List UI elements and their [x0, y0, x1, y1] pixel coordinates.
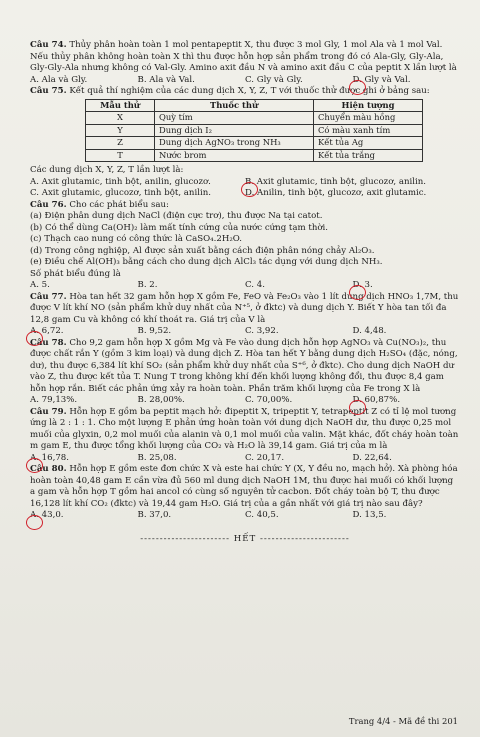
table-cell: Dung dịch AgNO₃ trong NH₃: [155, 137, 314, 150]
question-number: Câu 78.: [30, 337, 67, 348]
question-text: Câu 75. Kết quả thí nghiệm của các dung dịch X, Y, Z, T với thuốc thử được ghi ở bảng sau:: [30, 86, 430, 96]
question-80: [30, 464, 460, 522]
table-cell: Kết tủa Ag: [314, 137, 423, 150]
table-cell: Z: [86, 137, 155, 150]
results-table: [85, 99, 423, 163]
table-row: [86, 149, 423, 162]
option-c[interactable]: C. 20,17.: [245, 452, 285, 463]
table-row: [86, 137, 423, 150]
table-cell: Quỳ tím: [155, 112, 314, 125]
option-c[interactable]: C. 3,92.: [245, 326, 279, 336]
option-c[interactable]: C. 70,00%.: [245, 395, 293, 405]
answer-options: [30, 188, 460, 200]
option-d[interactable]: D. 22,64.: [352, 452, 392, 463]
table-header: Mẫu thử: [86, 99, 155, 112]
question-text: Câu 80. Hỗn hợp E gồm este đơn chức X và este hai chức Y (X, Y đều no, mạch hở). Xà phòng hóa hoàn toàn 40,48 gam E cần vừa đủ 560 ml dung dịch NaOH 1M, thu được hai muối có khối lượng a gam và hỗn hợp T gồm hai ancol có cùng số nguyên tử cacbon. Đốt cháy toàn bộ T, thu được 16,128 lít khí CO₂ (đktc) và 19,44 gam H₂O. Giá trị của a gần nhất với giá trị nào sau đây?: [30, 464, 458, 509]
option-b[interactable]: B. 2.: [137, 280, 158, 290]
table-cell: T: [86, 149, 155, 162]
table-row: [86, 112, 423, 125]
question-number: Câu 74.: [30, 40, 67, 50]
option-d-circled[interactable]: D. 3.: [352, 280, 373, 290]
option-a[interactable]: A. Axit glutamic, tinh bột, anilin, glucozơ.: [30, 176, 211, 187]
table-cell: Nước brom: [155, 149, 314, 162]
table-header-row: [86, 99, 423, 112]
answer-options: [30, 177, 460, 189]
option-b[interactable]: B. 25,08.: [137, 452, 177, 463]
option-c[interactable]: C. 40,5.: [245, 510, 279, 520]
statement-item: (c) Thạch cao nung có công thức là CaSO₄.2H₂O.: [30, 234, 243, 244]
option-d[interactable]: D. Anilin, tinh bột, glucozơ, axit glutamic.: [245, 188, 427, 198]
option-b[interactable]: B. 9,52.: [137, 326, 172, 336]
option-b-circled[interactable]: B. Axit glutamic, tinh bột, glucozơ, anilin.: [245, 176, 427, 187]
question-text: Câu 74. Thủy phân hoàn toàn 1 mol pentapeptit X, thu được 3 mol Gly, 1 mol Ala và 1 mol Val. Nếu thủy phân không hoàn toàn X thì thu được hỗn hợp sản phẩm trong đó có Ala-Gly, Gly-Ala, Gly-Gly-Ala nhưng không có Val-Gly. Amino axit đầu N và amino axit đầu C của peptit X lần lượt là: [30, 40, 457, 73]
option-c[interactable]: C. Axit glutamic, glucozơ, tinh bột, anilin.: [30, 188, 211, 198]
question-text: Câu 76. Cho các phát biểu sau:: [30, 199, 169, 210]
answer-options: [30, 326, 460, 338]
end-marker: ----------------------- HẾT -----------------------: [140, 533, 350, 544]
option-b[interactable]: B. 28,00%.: [137, 395, 185, 405]
option-a-circled[interactable]: A. 6,72.: [30, 326, 64, 336]
table-cell: Y: [86, 124, 155, 137]
question-74: [30, 40, 460, 86]
statement-item: (a) Điện phân dung dịch NaCl (điện cực trơ), thu được Na tại catot.: [30, 211, 323, 221]
question-number: Câu 80.: [30, 464, 67, 474]
table-cell: Chuyển màu hồng: [314, 112, 423, 125]
page-footer: Trang 4/4 - Mã đề thi 201: [348, 716, 458, 726]
option-b[interactable]: B. Ala và Val.: [137, 74, 195, 85]
table-header: Thuốc thử: [155, 99, 314, 112]
answer-options: [30, 395, 460, 407]
answer-options: [30, 75, 460, 87]
statement-item: (e) Điều chế Al(OH)₃ bằng cách cho dung dịch AlCl₃ tác dụng với dung dịch NH₃.: [30, 257, 383, 267]
option-d[interactable]: D. 4,48.: [352, 326, 387, 336]
question-number: Câu 75.: [30, 86, 67, 96]
option-d[interactable]: D. 13,5.: [352, 510, 387, 520]
question-text: Câu 79. Hỗn hợp E gồm ba peptit mạch hở: đipeptit X, tripeptit Y, tetrapeptit Z có tỉ lệ mol tương ứng là 2 : 1 : 1. Cho một lượng E phản ứng hoàn toàn với dung dịch NaOH dư, thu được 0,25 mol muối của glyxin, 0,2 mol muối của alanin và 0,1 mol muối của valin. Mặt khác, đốt cháy hoàn toàn m gam E, thu được tổng khối lượng của CO₂ và H₂O là 39,14 gam. Giá trị của m là: [30, 406, 459, 451]
question-text: Câu 77. Hòa tan hết 32 gam hỗn hợp X gồm Fe, FeO và Fe₂O₃ vào 1 lít dung dịch HNO₃ 1,7M, thu được V lít khí NO (sản phẩm khử duy nhất của N⁺⁵, ở đktc) và dung dịch Y. Biết Y hòa tan tối đa 12,8 gam Cu và không có khí thoát ra. Giá trị của V là: [30, 291, 459, 325]
question-76: [30, 200, 460, 292]
table-cell: X: [86, 112, 155, 125]
question-78: [30, 338, 460, 407]
question-number: Câu 77.: [30, 291, 67, 302]
option-a-circled[interactable]: A. 16,78.: [30, 452, 70, 463]
table-cell: Có màu xanh tím: [314, 124, 423, 137]
question-75: [30, 86, 460, 200]
question-text: Câu 78. Cho 9,2 gam hỗn hợp X gồm Mg và Fe vào dung dịch hỗn hợp AgNO₃ và Cu(NO₃)₂, thu được chất rắn Y (gồm 3 kim loại) và dung dịch Z. Hòa tan hết Y bằng dung dịch H₂SO₄ (đặc, nóng, dư), thu được 6,384 lít khí SO₂ (sản phẩm khử duy nhất của S⁺⁶, ở đktc). Cho dung dịch NaOH dư vào Z, thu được kết tủa T. Nung T trong không khí đến khối lượng không đổi, thu được 8,4 gam hỗn hợp rắn. Biết các phản ứng xảy ra hoàn toàn. Phần trăm khối lượng của Fe trong X là: [30, 337, 458, 394]
option-d-circled[interactable]: D. Gly và Val.: [352, 74, 411, 85]
table-cell: Dung dịch I₂: [155, 124, 314, 137]
question-77: [30, 292, 460, 338]
table-row: [86, 124, 423, 137]
option-a-circled[interactable]: A. 43,0.: [30, 510, 64, 520]
question-number: Câu 76.: [30, 199, 67, 210]
table-cell: Kết tủa trắng: [314, 149, 423, 162]
option-b[interactable]: B. 37,0.: [137, 510, 172, 520]
answer-options: [30, 510, 460, 522]
statement-item: (d) Trong công nghiệp, Al được sản xuất bằng cách điện phân nóng chảy Al₂O₃.: [30, 245, 375, 256]
question-prompt: Số phát biểu đúng là: [30, 268, 121, 279]
option-d-circled[interactable]: D. 60,87%.: [352, 395, 401, 405]
option-c[interactable]: C. 4.: [245, 280, 265, 290]
question-number: Câu 79.: [30, 406, 67, 417]
option-c[interactable]: C. Gly và Gly.: [245, 74, 303, 85]
statement-item: (b) Có thể dùng Ca(OH)₂ làm mất tính cứng của nước cứng tạm thời.: [30, 222, 329, 233]
question-prompt: Các dung dịch X, Y, Z, T lần lượt là:: [30, 165, 184, 175]
option-a[interactable]: A. 5.: [30, 280, 50, 290]
option-a[interactable]: A. 79,13%.: [30, 395, 78, 405]
answer-options: [30, 280, 460, 292]
question-79: [30, 407, 460, 465]
option-a[interactable]: A. Ala và Gly.: [30, 74, 88, 85]
table-header: Hiện tượng: [314, 99, 423, 112]
answer-options: [30, 453, 460, 465]
